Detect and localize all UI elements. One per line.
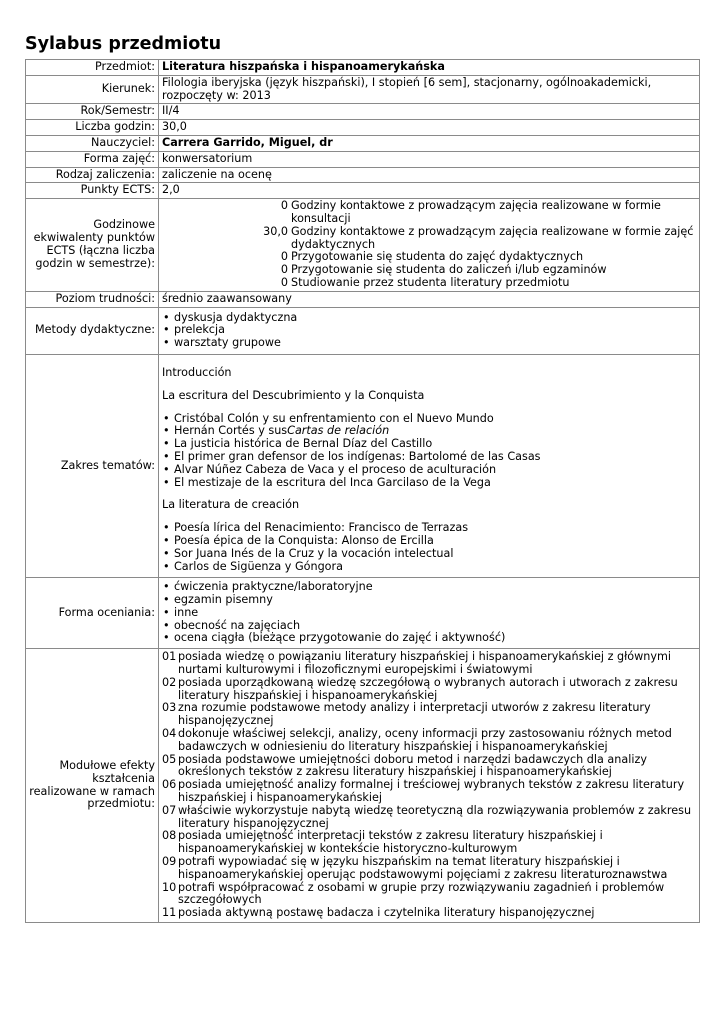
scope-section-heading: La literatura de creación [162, 498, 300, 512]
list-item: • Sor Juana Inés de la Cruz y la vocación intelectual [162, 548, 696, 561]
scope-intro: Introducción [162, 365, 232, 379]
row-poziom [26, 291, 700, 307]
outcome-number: 08 [162, 829, 177, 843]
outcome-item [162, 779, 696, 805]
row-godziny [26, 120, 700, 136]
ects-line [162, 277, 696, 290]
outcome-text: posiada uporządkowaną wiedzę szczegółową o wybranych autorach i utworach z zakresu literatury hiszpańskiej i hispanoamerykańskiej [178, 675, 678, 702]
outcome-text: właściwie wykorzystuje nabytą wiedzę teoretyczną dla rozwiązywania problemów z zakresu literatury hispanojęzycznej [178, 803, 692, 830]
outcome-text: posiada aktywną postawę badacza i czytelnika literatury hispanojęzycznej [178, 906, 595, 920]
label-zakres: Zakres tematów: [26, 354, 159, 577]
list-item: • Carlos de Sigüenza y Góngora [162, 561, 696, 574]
scope-section-heading: La escritura del Descubrimiento y la Conquista [162, 388, 425, 402]
row-ocenianie [26, 578, 700, 649]
outcome-item [162, 754, 696, 780]
syllabus-table [25, 59, 700, 923]
list-item: • El mestizaje de la escritura del Inca Garcilaso de la Vega [162, 477, 696, 490]
outcome-item [162, 651, 696, 677]
row-rok [26, 104, 700, 120]
ects-text: Studiowanie przez studenta literatury przedmiotu [291, 275, 570, 289]
outcome-number: 02 [162, 675, 177, 689]
list-item: • dyskusja dydaktyczna [162, 312, 696, 325]
label-godziny: Liczba godzin: [26, 120, 159, 136]
list-item: • inne [162, 607, 696, 620]
outcome-number: 04 [162, 727, 177, 741]
outcome-number: 07 [162, 803, 177, 817]
outcome-item [162, 728, 696, 754]
ects-line [162, 200, 696, 226]
list-item: • obecność na zajęciach [162, 620, 696, 633]
value-efekty [159, 649, 700, 923]
label-kierunek: Kierunek: [26, 75, 159, 104]
ects-text: Godziny kontaktowe z prowadzącym zajęcia realizowane w formie konsultacji [291, 199, 661, 225]
label-rok: Rok/Semestr: [26, 104, 159, 120]
ects-hours: 30,0 [263, 224, 288, 238]
ects-text: Przygotowanie się studenta do zaliczeń i/lub egzaminów [291, 263, 607, 277]
list-item: • ocena ciągła (bieżące przygotowanie do zajęć i aktywność) [162, 632, 696, 645]
label-metody: Metody dydaktyczne: [26, 307, 159, 354]
assessment-list [162, 581, 696, 645]
value-poziom: średnio zaawansowany [159, 291, 700, 307]
italic-title: Cartas de relación [287, 424, 390, 438]
row-zakres [26, 354, 700, 577]
row-przedmiot [26, 60, 700, 76]
row-zaliczenie [26, 167, 700, 183]
value-zakres [159, 354, 700, 577]
outcome-text: posiada podstawowe umiejętności doboru metod i narzędzi badawczych dla analizy określonych tekstów z zakresu literatury hiszpańskiej i hispanoamerykańskiej [178, 752, 647, 779]
list-item: • Cristóbal Colón y su enfrentamiento con el Nuevo Mundo [162, 413, 696, 426]
label-efekty: Modułowe efekty kształcenia realizowane w ramach przedmiotu: [26, 649, 159, 923]
outcome-number: 06 [162, 778, 177, 792]
label-ocenianie: Forma oceniania: [26, 578, 159, 649]
row-forma [26, 151, 700, 167]
outcome-text: posiada umiejętność interpretacji tekstów z zakresu literatury hiszpańskiej i hispanoamerykańskiej w kontekście historyczno-kulturowym [178, 829, 603, 856]
list-item: • El primer gran defensor de los indígenas: Bartolomé de las Casas [162, 451, 696, 464]
value-rok: II/4 [159, 104, 700, 120]
row-kierunek [26, 75, 700, 104]
value-forma: konwersatorium [159, 151, 700, 167]
list-item: • prelekcja [162, 324, 696, 337]
list-item: • warsztaty grupowe [162, 337, 696, 350]
list-item-text: Hernán Cortés y sus [174, 424, 288, 438]
scope-list-1 [162, 413, 696, 490]
label-przedmiot: Przedmiot: [26, 60, 159, 76]
label-ects: Punkty ECTS: [26, 183, 159, 199]
ects-text: Godziny kontaktowe z prowadzącym zajęcia realizowane w formie zajęć dydaktycznych [291, 224, 694, 251]
outcome-text: posiada wiedzę o powiązaniu literatury hiszpańskiej i hispanoamerykańskiej z głównymi nurtami kulturowymi i filozoficznymi europejskimi i światowymi [178, 650, 671, 677]
outcome-text: zna rozumie podstawowe metody analizy i interpretacji utworów z zakresu literatury hispanojęzycznej [178, 701, 651, 728]
row-nauczyciel [26, 135, 700, 151]
list-item: • Poesía lírica del Renacimiento: Francisco de Terrazas [162, 522, 696, 535]
value-metody [159, 307, 700, 354]
row-metody [26, 307, 700, 354]
outcome-text: potrafi współpracować z osobami w grupie przy rozwiązywaniu zagadnień i problemów szczegółowych [178, 880, 665, 907]
outcome-number: 10 [162, 880, 177, 894]
row-ects [26, 183, 700, 199]
list-item: • La justicia histórica de Bernal Díaz del Castillo [162, 438, 696, 451]
outcome-number: 11 [162, 906, 177, 920]
value-zaliczenie: zaliczenie na ocenę [159, 167, 700, 183]
scope-list-2 [162, 522, 696, 573]
value-kierunek: Filologia iberyjska (język hiszpański), I stopień [6 sem], stacjonarny, ogólnoakademicki, rozpoczęty w: 2013 [159, 75, 700, 104]
label-zaliczenie: Rodzaj zaliczenia: [26, 167, 159, 183]
label-nauczyciel: Nauczyciel: [26, 135, 159, 151]
outcome-number: 03 [162, 701, 177, 715]
list-item: • Poesía épica de la Conquista: Alonso de Ercilla [162, 535, 696, 548]
value-ects: 2,0 [159, 183, 700, 199]
list-item: • egzamin pisemny [162, 594, 696, 607]
row-ekwiwalenty [26, 199, 700, 292]
value-nauczyciel: Carrera Garrido, Miguel, dr [159, 135, 700, 151]
outcome-number: 05 [162, 752, 177, 766]
label-forma: Forma zajęć: [26, 151, 159, 167]
value-godziny: 30,0 [159, 120, 700, 136]
outcome-text: dokonuje właściwej selekcji, analizy, oceny informacji przy zastosowaniu różnych metod badawczych w odniesieniu do literatury hiszpańskiej i hispanoamerykańskiej [178, 727, 672, 753]
list-item: • Alvar Núñez Cabeza de Vaca y el proceso de aculturación [162, 464, 696, 477]
ects-text: Przygotowanie się studenta do zajęć dydaktycznych [291, 250, 584, 264]
methods-list [162, 312, 696, 350]
outcome-item [162, 830, 696, 856]
ects-hours: 0 [280, 263, 288, 277]
ects-hours: 0 [280, 250, 288, 264]
ects-hours: 0 [280, 275, 288, 289]
outcome-text: potrafi wypowiadać się w języku hiszpańskim na temat literatury hiszpańskiej i hispanoamerykańskiej operując podstawowymi pojęciami z zakresu literaturoznawstwa [178, 855, 668, 881]
outcome-number: 09 [162, 855, 177, 869]
course-name: Literatura hiszpańska i hispanoamerykańska [159, 60, 700, 76]
outcome-number: 01 [162, 650, 177, 664]
outcome-item [162, 677, 696, 703]
label-poziom: Poziom trudności: [26, 291, 159, 307]
outcome-item [162, 907, 696, 920]
ects-hours: 0 [280, 199, 288, 213]
value-ekwiwalenty [159, 199, 700, 292]
list-item: • ćwiczenia praktyczne/laboratoryjne [162, 581, 696, 594]
outcome-item [162, 702, 696, 728]
page-title: Sylabus przedmiotu [25, 34, 222, 54]
value-ocenianie [159, 578, 700, 649]
row-efekty [26, 649, 700, 923]
outcome-text: posiada umiejętność analizy formalnej i treściowej wybranych tekstów z zakresu literatury hiszpańskiej i hispanoamerykańskiej [178, 778, 685, 805]
outcome-item [162, 856, 696, 882]
label-ekwiwalenty: Godzinowe ekwiwalenty punktów ECTS (łączna liczba godzin w semestrze): [26, 199, 159, 292]
ects-line [162, 226, 696, 252]
outcome-item [162, 805, 696, 831]
outcome-item [162, 882, 696, 908]
